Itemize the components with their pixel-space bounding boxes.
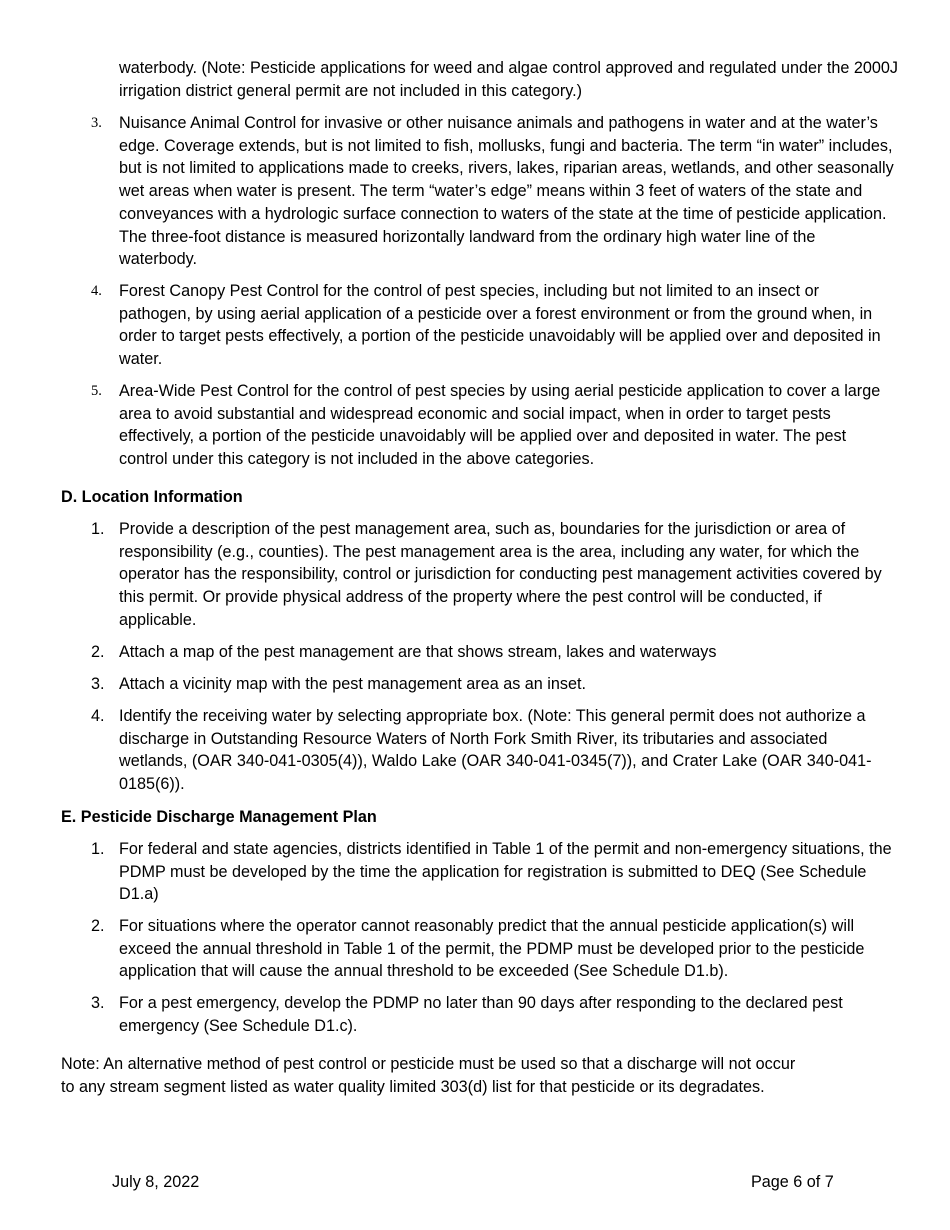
item-text: For federal and state agencies, districts identified in Table 1 of the permit and non-emergency situations, the PDMP must be developed by the time the application for registration is submitted to DEQ (See Schedule D1.a) bbox=[119, 840, 892, 904]
list-item bbox=[91, 518, 894, 632]
list-item bbox=[91, 112, 894, 271]
item-text: For a pest emergency, develop the PDMP no later than 90 days after responding to the declared pest emergency (See Schedule D1.c). bbox=[119, 994, 843, 1035]
item-number: 4. bbox=[91, 707, 105, 725]
list-item bbox=[91, 915, 894, 983]
list-item bbox=[91, 705, 894, 796]
item-text: Forest Canopy Pest Control for the control of pest species, including but not limited to an insect or pathogen, by using aerial application of a pesticide over a forest environment or from the ground when, in order to target pests effectively, a portion of the pesticide unavoidably will be applied over and deposited in water. bbox=[119, 282, 881, 369]
list-item bbox=[91, 380, 894, 471]
section-heading-location: D. Location Information bbox=[61, 488, 243, 506]
list-item bbox=[91, 673, 894, 696]
list-item bbox=[91, 992, 894, 1037]
list-item bbox=[91, 838, 894, 906]
item-number: 4. bbox=[91, 283, 102, 299]
item-number: 2. bbox=[91, 917, 105, 935]
item-number: 2. bbox=[91, 643, 105, 661]
list-item bbox=[91, 641, 894, 664]
list-item bbox=[91, 280, 894, 371]
item-number: 5. bbox=[91, 383, 102, 399]
item-number: 1. bbox=[91, 840, 105, 858]
item-text: Area-Wide Pest Control for the control of pest species by using aerial pesticide application to cover a large area to avoid substantial and widespread economic and social impact, when in order to target pests effectively, a portion of the pesticide unavoidably will be applied over and deposited in water. The pest control under this category is not included in the above categories. bbox=[119, 382, 881, 469]
item-text: Attach a vicinity map with the pest management area as an inset. bbox=[119, 675, 586, 693]
item-number: 3. bbox=[91, 994, 105, 1012]
note-paragraph: Note: An alternative method of pest control or pesticide must be used so that a discharge will not occur to any stream segment listed as water quality limited 303(d) list for that pesticide or its degradates. bbox=[61, 1055, 796, 1096]
continuation-paragraph: waterbody. (Note: Pesticide applications for weed and algae control approved and regulated under the 2000J irrigation district general permit are not included in this category.) bbox=[119, 59, 899, 100]
item-text: For situations where the operator cannot reasonably predict that the annual pesticide application(s) will exceed the annual threshold in Table 1 of the permit, the PDMP must be developed prior to the pesticide application that will cause the annual threshold to be exceeded (See Schedule D1.b). bbox=[119, 917, 865, 981]
section-heading-pdmp: E. Pesticide Discharge Management Plan bbox=[61, 808, 377, 826]
item-number: 1. bbox=[91, 520, 105, 538]
item-number: 3. bbox=[91, 675, 105, 693]
item-number: 3. bbox=[91, 115, 102, 131]
item-text: Nuisance Animal Control for invasive or other nuisance animals and pathogens in water and at the water’s edge. Coverage extends, but is not limited to fish, mollusks, fungi and bacteria. The term “in water” includes, but is not limited to applications made to creeks, rivers, lakes, riparian areas, wetlands, and other seasonally wet areas when water is present. The term “water’s edge” means within 3 feet of waters of the state and conveyances with a hydrologic surface connection to waters of the state at the time of pesticide application. The three-foot distance is measured horizontally landward from the ordinary high water line of the waterbody. bbox=[119, 114, 894, 269]
item-text: Provide a description of the pest management area, such as, boundaries for the jurisdiction or area of responsibility (e.g., counties). The pest management area is the area, including any water, for which the operator has the responsibility, control or jurisdiction for conducting pest management activities covered by this permit. Or provide physical address of the property where the pest control will be conducted, if applicable. bbox=[119, 520, 882, 629]
footer-page-number: Page 6 of 7 bbox=[751, 1173, 834, 1191]
item-text: Identify the receiving water by selecting appropriate box. (Note: This general permit does not authorize a discharge in Outstanding Resource Waters of North Fork Smith River, its tributaries and associated wetlands, (OAR 340-041-0305(4)), Waldo Lake (OAR 340-041-0345(7)), and Crater Lake (OAR 340-041-0185(6)). bbox=[119, 707, 872, 794]
item-text: Attach a map of the pest management are that shows stream, lakes and waterways bbox=[119, 643, 717, 661]
footer-date: July 8, 2022 bbox=[112, 1173, 200, 1191]
